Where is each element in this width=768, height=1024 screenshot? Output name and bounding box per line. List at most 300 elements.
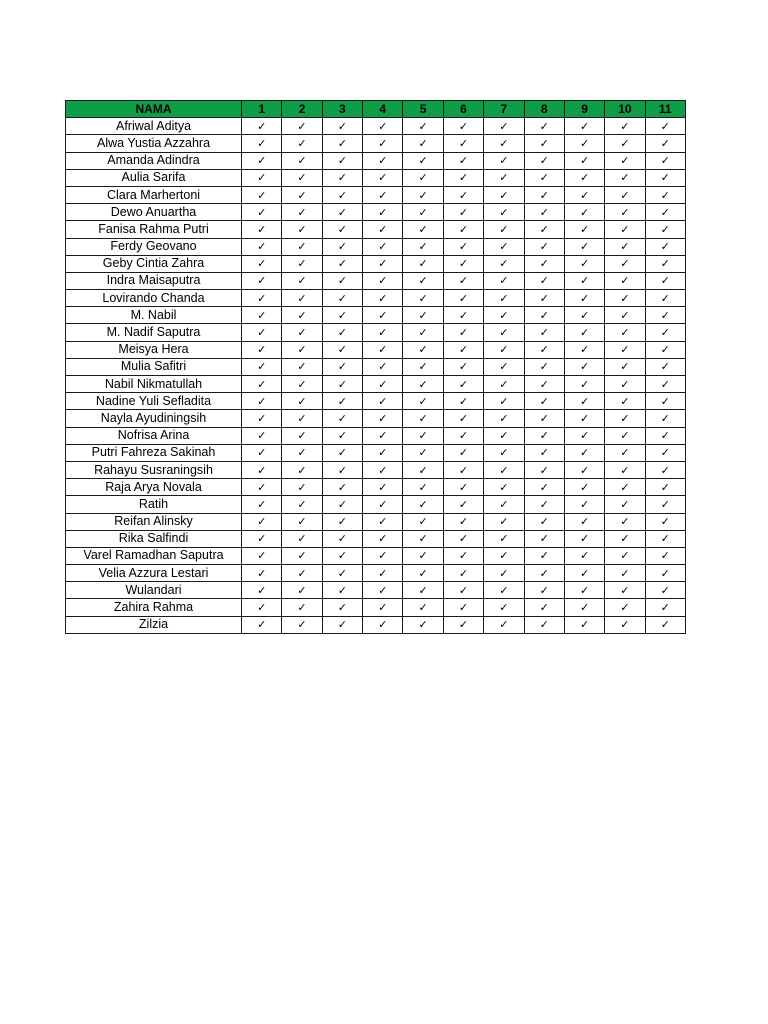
attendance-cell[interactable] bbox=[605, 358, 645, 375]
attendance-cell[interactable] bbox=[564, 513, 604, 530]
attendance-cell[interactable] bbox=[605, 479, 645, 496]
attendance-cell[interactable] bbox=[363, 307, 403, 324]
attendance-cell[interactable] bbox=[403, 118, 443, 135]
attendance-cell[interactable] bbox=[282, 444, 322, 461]
attendance-cell[interactable] bbox=[605, 444, 645, 461]
student-name-cell[interactable]: Indra Maisaputra bbox=[66, 272, 242, 289]
student-name-cell[interactable]: Zahira Rahma bbox=[66, 599, 242, 616]
attendance-cell[interactable] bbox=[363, 444, 403, 461]
attendance-cell[interactable] bbox=[282, 169, 322, 186]
attendance-cell[interactable] bbox=[484, 255, 524, 272]
attendance-cell[interactable] bbox=[322, 272, 362, 289]
attendance-cell[interactable] bbox=[524, 461, 564, 478]
attendance-cell[interactable] bbox=[443, 290, 483, 307]
student-name-cell[interactable]: Zilzia bbox=[66, 616, 242, 633]
day-column-header[interactable]: 11 bbox=[645, 101, 685, 118]
attendance-cell[interactable] bbox=[484, 616, 524, 633]
attendance-cell[interactable] bbox=[403, 324, 443, 341]
attendance-cell[interactable] bbox=[242, 565, 282, 582]
attendance-cell[interactable] bbox=[403, 427, 443, 444]
attendance-cell[interactable] bbox=[363, 221, 403, 238]
attendance-cell[interactable] bbox=[282, 565, 322, 582]
attendance-cell[interactable] bbox=[484, 513, 524, 530]
student-name-cell[interactable]: Nayla Ayudiningsih bbox=[66, 410, 242, 427]
attendance-cell[interactable] bbox=[403, 186, 443, 203]
attendance-cell[interactable] bbox=[645, 565, 685, 582]
day-column-header[interactable]: 9 bbox=[564, 101, 604, 118]
attendance-cell[interactable] bbox=[242, 513, 282, 530]
student-name-cell[interactable]: Mulia Safitri bbox=[66, 358, 242, 375]
attendance-cell[interactable] bbox=[403, 272, 443, 289]
attendance-cell[interactable] bbox=[443, 324, 483, 341]
attendance-cell[interactable] bbox=[524, 376, 564, 393]
attendance-cell[interactable] bbox=[242, 530, 282, 547]
attendance-cell[interactable] bbox=[282, 479, 322, 496]
attendance-cell[interactable] bbox=[524, 547, 564, 564]
attendance-cell[interactable] bbox=[363, 169, 403, 186]
attendance-cell[interactable] bbox=[242, 290, 282, 307]
attendance-cell[interactable] bbox=[403, 255, 443, 272]
attendance-cell[interactable] bbox=[564, 616, 604, 633]
student-name-cell[interactable]: M. Nadif Saputra bbox=[66, 324, 242, 341]
attendance-cell[interactable] bbox=[564, 599, 604, 616]
attendance-cell[interactable] bbox=[645, 410, 685, 427]
attendance-cell[interactable] bbox=[524, 186, 564, 203]
attendance-cell[interactable] bbox=[363, 496, 403, 513]
attendance-cell[interactable] bbox=[645, 513, 685, 530]
student-name-cell[interactable]: Velia Azzura Lestari bbox=[66, 565, 242, 582]
attendance-cell[interactable] bbox=[282, 547, 322, 564]
student-name-cell[interactable]: Rika Salfindi bbox=[66, 530, 242, 547]
attendance-cell[interactable] bbox=[363, 358, 403, 375]
attendance-cell[interactable] bbox=[524, 307, 564, 324]
attendance-cell[interactable] bbox=[564, 221, 604, 238]
attendance-cell[interactable] bbox=[605, 393, 645, 410]
attendance-cell[interactable] bbox=[403, 307, 443, 324]
attendance-cell[interactable] bbox=[484, 358, 524, 375]
attendance-cell[interactable] bbox=[242, 444, 282, 461]
attendance-cell[interactable] bbox=[322, 616, 362, 633]
attendance-cell[interactable] bbox=[605, 461, 645, 478]
attendance-cell[interactable] bbox=[645, 135, 685, 152]
attendance-cell[interactable] bbox=[363, 616, 403, 633]
attendance-cell[interactable] bbox=[524, 204, 564, 221]
attendance-cell[interactable] bbox=[443, 307, 483, 324]
attendance-cell[interactable] bbox=[564, 341, 604, 358]
attendance-cell[interactable] bbox=[282, 427, 322, 444]
attendance-cell[interactable] bbox=[484, 238, 524, 255]
attendance-cell[interactable] bbox=[524, 135, 564, 152]
attendance-cell[interactable] bbox=[363, 204, 403, 221]
attendance-cell[interactable] bbox=[282, 496, 322, 513]
student-name-cell[interactable]: Dewo Anuartha bbox=[66, 204, 242, 221]
attendance-cell[interactable] bbox=[645, 599, 685, 616]
attendance-cell[interactable] bbox=[524, 255, 564, 272]
student-name-cell[interactable]: Wulandari bbox=[66, 582, 242, 599]
attendance-cell[interactable] bbox=[363, 513, 403, 530]
attendance-cell[interactable] bbox=[524, 358, 564, 375]
attendance-cell[interactable] bbox=[645, 479, 685, 496]
attendance-cell[interactable] bbox=[363, 427, 403, 444]
attendance-cell[interactable] bbox=[484, 135, 524, 152]
attendance-cell[interactable] bbox=[242, 152, 282, 169]
attendance-cell[interactable] bbox=[403, 530, 443, 547]
attendance-cell[interactable] bbox=[645, 152, 685, 169]
attendance-cell[interactable] bbox=[484, 169, 524, 186]
attendance-cell[interactable] bbox=[484, 376, 524, 393]
attendance-cell[interactable] bbox=[564, 238, 604, 255]
attendance-cell[interactable] bbox=[282, 599, 322, 616]
attendance-cell[interactable] bbox=[282, 376, 322, 393]
attendance-cell[interactable] bbox=[524, 341, 564, 358]
attendance-cell[interactable] bbox=[484, 341, 524, 358]
attendance-cell[interactable] bbox=[282, 513, 322, 530]
attendance-cell[interactable] bbox=[282, 324, 322, 341]
attendance-cell[interactable] bbox=[524, 324, 564, 341]
attendance-cell[interactable] bbox=[645, 341, 685, 358]
attendance-cell[interactable] bbox=[322, 582, 362, 599]
attendance-cell[interactable] bbox=[484, 186, 524, 203]
attendance-cell[interactable] bbox=[645, 582, 685, 599]
attendance-cell[interactable] bbox=[403, 238, 443, 255]
attendance-cell[interactable] bbox=[605, 169, 645, 186]
attendance-cell[interactable] bbox=[322, 290, 362, 307]
attendance-cell[interactable] bbox=[564, 307, 604, 324]
student-name-cell[interactable]: Fanisa Rahma Putri bbox=[66, 221, 242, 238]
student-name-cell[interactable]: Nabil Nikmatullah bbox=[66, 376, 242, 393]
attendance-cell[interactable] bbox=[242, 410, 282, 427]
attendance-cell[interactable] bbox=[564, 255, 604, 272]
attendance-cell[interactable] bbox=[403, 376, 443, 393]
attendance-cell[interactable] bbox=[564, 358, 604, 375]
attendance-cell[interactable] bbox=[322, 513, 362, 530]
attendance-cell[interactable] bbox=[484, 444, 524, 461]
attendance-cell[interactable] bbox=[645, 393, 685, 410]
attendance-cell[interactable] bbox=[443, 186, 483, 203]
attendance-cell[interactable] bbox=[282, 152, 322, 169]
attendance-cell[interactable] bbox=[242, 118, 282, 135]
student-name-cell[interactable]: Nofrisa Arina bbox=[66, 427, 242, 444]
attendance-cell[interactable] bbox=[645, 290, 685, 307]
day-column-header[interactable]: 2 bbox=[282, 101, 322, 118]
day-column-header[interactable]: 8 bbox=[524, 101, 564, 118]
student-name-cell[interactable]: Ratih bbox=[66, 496, 242, 513]
attendance-cell[interactable] bbox=[322, 307, 362, 324]
attendance-cell[interactable] bbox=[443, 479, 483, 496]
student-name-cell[interactable]: Geby Cintia Zahra bbox=[66, 255, 242, 272]
attendance-cell[interactable] bbox=[443, 513, 483, 530]
attendance-cell[interactable] bbox=[403, 496, 443, 513]
attendance-cell[interactable] bbox=[605, 547, 645, 564]
attendance-cell[interactable] bbox=[645, 169, 685, 186]
attendance-cell[interactable] bbox=[242, 324, 282, 341]
attendance-cell[interactable] bbox=[282, 186, 322, 203]
attendance-cell[interactable] bbox=[484, 221, 524, 238]
attendance-cell[interactable] bbox=[645, 376, 685, 393]
attendance-cell[interactable] bbox=[322, 376, 362, 393]
attendance-cell[interactable] bbox=[524, 152, 564, 169]
attendance-cell[interactable] bbox=[363, 530, 403, 547]
day-column-header[interactable]: 3 bbox=[322, 101, 362, 118]
student-name-cell[interactable]: Putri Fahreza Sakinah bbox=[66, 444, 242, 461]
attendance-cell[interactable] bbox=[605, 118, 645, 135]
attendance-cell[interactable] bbox=[484, 290, 524, 307]
day-column-header[interactable]: 10 bbox=[605, 101, 645, 118]
attendance-cell[interactable] bbox=[443, 444, 483, 461]
attendance-cell[interactable] bbox=[403, 135, 443, 152]
attendance-cell[interactable] bbox=[363, 290, 403, 307]
day-column-header[interactable]: 6 bbox=[443, 101, 483, 118]
day-column-header[interactable]: 7 bbox=[484, 101, 524, 118]
attendance-cell[interactable] bbox=[403, 444, 443, 461]
attendance-cell[interactable] bbox=[443, 358, 483, 375]
attendance-cell[interactable] bbox=[564, 427, 604, 444]
attendance-cell[interactable] bbox=[443, 427, 483, 444]
attendance-cell[interactable] bbox=[484, 547, 524, 564]
day-column-header[interactable]: 5 bbox=[403, 101, 443, 118]
attendance-cell[interactable] bbox=[282, 221, 322, 238]
day-column-header[interactable]: 4 bbox=[363, 101, 403, 118]
attendance-cell[interactable] bbox=[524, 410, 564, 427]
attendance-cell[interactable] bbox=[564, 118, 604, 135]
attendance-cell[interactable] bbox=[524, 479, 564, 496]
attendance-cell[interactable] bbox=[645, 324, 685, 341]
student-name-cell[interactable]: Amanda Adindra bbox=[66, 152, 242, 169]
student-name-cell[interactable]: Meisya Hera bbox=[66, 341, 242, 358]
attendance-cell[interactable] bbox=[282, 616, 322, 633]
attendance-cell[interactable] bbox=[282, 341, 322, 358]
attendance-cell[interactable] bbox=[363, 324, 403, 341]
attendance-cell[interactable] bbox=[403, 410, 443, 427]
attendance-cell[interactable] bbox=[403, 152, 443, 169]
attendance-cell[interactable] bbox=[605, 272, 645, 289]
attendance-cell[interactable] bbox=[443, 118, 483, 135]
attendance-cell[interactable] bbox=[403, 513, 443, 530]
attendance-cell[interactable] bbox=[645, 255, 685, 272]
attendance-cell[interactable] bbox=[403, 204, 443, 221]
attendance-cell[interactable] bbox=[443, 238, 483, 255]
attendance-cell[interactable] bbox=[242, 427, 282, 444]
attendance-cell[interactable] bbox=[564, 530, 604, 547]
attendance-cell[interactable] bbox=[524, 118, 564, 135]
attendance-cell[interactable] bbox=[524, 616, 564, 633]
attendance-cell[interactable] bbox=[524, 444, 564, 461]
attendance-cell[interactable] bbox=[484, 496, 524, 513]
attendance-cell[interactable] bbox=[524, 238, 564, 255]
attendance-cell[interactable] bbox=[322, 547, 362, 564]
attendance-cell[interactable] bbox=[564, 204, 604, 221]
attendance-cell[interactable] bbox=[605, 324, 645, 341]
attendance-cell[interactable] bbox=[605, 565, 645, 582]
attendance-cell[interactable] bbox=[605, 513, 645, 530]
attendance-cell[interactable] bbox=[403, 547, 443, 564]
attendance-cell[interactable] bbox=[564, 186, 604, 203]
attendance-cell[interactable] bbox=[242, 358, 282, 375]
attendance-cell[interactable] bbox=[403, 461, 443, 478]
attendance-cell[interactable] bbox=[443, 582, 483, 599]
attendance-cell[interactable] bbox=[605, 427, 645, 444]
attendance-cell[interactable] bbox=[242, 221, 282, 238]
attendance-cell[interactable] bbox=[605, 204, 645, 221]
attendance-cell[interactable] bbox=[605, 410, 645, 427]
attendance-cell[interactable] bbox=[403, 479, 443, 496]
attendance-cell[interactable] bbox=[564, 290, 604, 307]
attendance-cell[interactable] bbox=[605, 341, 645, 358]
attendance-cell[interactable] bbox=[524, 290, 564, 307]
attendance-cell[interactable] bbox=[443, 616, 483, 633]
attendance-cell[interactable] bbox=[524, 496, 564, 513]
attendance-cell[interactable] bbox=[564, 393, 604, 410]
student-name-cell[interactable]: Clara Marhertoni bbox=[66, 186, 242, 203]
attendance-cell[interactable] bbox=[484, 393, 524, 410]
attendance-cell[interactable] bbox=[564, 169, 604, 186]
attendance-cell[interactable] bbox=[605, 135, 645, 152]
attendance-cell[interactable] bbox=[242, 272, 282, 289]
student-name-cell[interactable]: Ferdy Geovano bbox=[66, 238, 242, 255]
attendance-cell[interactable] bbox=[443, 376, 483, 393]
attendance-cell[interactable] bbox=[564, 582, 604, 599]
attendance-cell[interactable] bbox=[242, 307, 282, 324]
attendance-cell[interactable] bbox=[403, 290, 443, 307]
attendance-cell[interactable] bbox=[363, 152, 403, 169]
attendance-cell[interactable] bbox=[443, 393, 483, 410]
attendance-cell[interactable] bbox=[484, 565, 524, 582]
attendance-cell[interactable] bbox=[282, 135, 322, 152]
attendance-cell[interactable] bbox=[443, 599, 483, 616]
attendance-cell[interactable] bbox=[484, 530, 524, 547]
attendance-cell[interactable] bbox=[282, 118, 322, 135]
attendance-cell[interactable] bbox=[242, 135, 282, 152]
attendance-cell[interactable] bbox=[282, 582, 322, 599]
attendance-cell[interactable] bbox=[242, 255, 282, 272]
attendance-cell[interactable] bbox=[645, 238, 685, 255]
attendance-cell[interactable] bbox=[645, 461, 685, 478]
attendance-cell[interactable] bbox=[443, 530, 483, 547]
student-name-cell[interactable]: Raja Arya Novala bbox=[66, 479, 242, 496]
attendance-cell[interactable] bbox=[564, 376, 604, 393]
attendance-cell[interactable] bbox=[363, 341, 403, 358]
attendance-cell[interactable] bbox=[322, 461, 362, 478]
attendance-cell[interactable] bbox=[443, 272, 483, 289]
attendance-cell[interactable] bbox=[443, 221, 483, 238]
attendance-cell[interactable] bbox=[645, 118, 685, 135]
attendance-cell[interactable] bbox=[242, 599, 282, 616]
attendance-cell[interactable] bbox=[242, 496, 282, 513]
student-name-cell[interactable]: Lovirando Chanda bbox=[66, 290, 242, 307]
attendance-cell[interactable] bbox=[282, 290, 322, 307]
attendance-cell[interactable] bbox=[363, 479, 403, 496]
attendance-cell[interactable] bbox=[242, 204, 282, 221]
attendance-cell[interactable] bbox=[564, 496, 604, 513]
attendance-cell[interactable] bbox=[363, 255, 403, 272]
student-name-cell[interactable]: Varel Ramadhan Saputra bbox=[66, 547, 242, 564]
attendance-cell[interactable] bbox=[443, 341, 483, 358]
attendance-cell[interactable] bbox=[242, 479, 282, 496]
attendance-cell[interactable] bbox=[443, 135, 483, 152]
attendance-cell[interactable] bbox=[524, 272, 564, 289]
attendance-cell[interactable] bbox=[484, 272, 524, 289]
attendance-cell[interactable] bbox=[403, 358, 443, 375]
attendance-cell[interactable] bbox=[242, 169, 282, 186]
attendance-cell[interactable] bbox=[242, 616, 282, 633]
attendance-cell[interactable] bbox=[605, 599, 645, 616]
attendance-cell[interactable] bbox=[605, 152, 645, 169]
attendance-cell[interactable] bbox=[322, 341, 362, 358]
attendance-cell[interactable] bbox=[443, 255, 483, 272]
attendance-cell[interactable] bbox=[443, 152, 483, 169]
attendance-cell[interactable] bbox=[282, 358, 322, 375]
attendance-cell[interactable] bbox=[282, 393, 322, 410]
attendance-cell[interactable] bbox=[403, 565, 443, 582]
attendance-cell[interactable] bbox=[403, 221, 443, 238]
attendance-cell[interactable] bbox=[363, 376, 403, 393]
attendance-cell[interactable] bbox=[443, 547, 483, 564]
attendance-cell[interactable] bbox=[605, 238, 645, 255]
attendance-cell[interactable] bbox=[322, 152, 362, 169]
attendance-cell[interactable] bbox=[363, 582, 403, 599]
attendance-cell[interactable] bbox=[484, 410, 524, 427]
attendance-cell[interactable] bbox=[363, 410, 403, 427]
attendance-cell[interactable] bbox=[524, 221, 564, 238]
attendance-cell[interactable] bbox=[484, 307, 524, 324]
attendance-cell[interactable] bbox=[524, 393, 564, 410]
attendance-cell[interactable] bbox=[564, 272, 604, 289]
attendance-cell[interactable] bbox=[363, 599, 403, 616]
attendance-cell[interactable] bbox=[605, 530, 645, 547]
attendance-cell[interactable] bbox=[484, 582, 524, 599]
attendance-cell[interactable] bbox=[443, 496, 483, 513]
attendance-cell[interactable] bbox=[484, 324, 524, 341]
attendance-cell[interactable] bbox=[564, 461, 604, 478]
attendance-cell[interactable] bbox=[322, 324, 362, 341]
attendance-cell[interactable] bbox=[645, 444, 685, 461]
attendance-cell[interactable] bbox=[484, 152, 524, 169]
attendance-cell[interactable] bbox=[645, 427, 685, 444]
name-column-header[interactable]: NAMA bbox=[66, 101, 242, 118]
attendance-cell[interactable] bbox=[242, 582, 282, 599]
attendance-cell[interactable] bbox=[645, 204, 685, 221]
attendance-cell[interactable] bbox=[363, 135, 403, 152]
attendance-cell[interactable] bbox=[363, 565, 403, 582]
student-name-cell[interactable]: Reifan Alinsky bbox=[66, 513, 242, 530]
attendance-cell[interactable] bbox=[484, 118, 524, 135]
attendance-cell[interactable] bbox=[322, 135, 362, 152]
attendance-cell[interactable] bbox=[564, 410, 604, 427]
attendance-cell[interactable] bbox=[322, 204, 362, 221]
attendance-cell[interactable] bbox=[282, 255, 322, 272]
attendance-cell[interactable] bbox=[322, 427, 362, 444]
attendance-cell[interactable] bbox=[322, 479, 362, 496]
attendance-cell[interactable] bbox=[645, 616, 685, 633]
attendance-cell[interactable] bbox=[322, 410, 362, 427]
attendance-cell[interactable] bbox=[403, 616, 443, 633]
attendance-cell[interactable] bbox=[645, 496, 685, 513]
attendance-cell[interactable] bbox=[645, 272, 685, 289]
attendance-cell[interactable] bbox=[242, 186, 282, 203]
attendance-cell[interactable] bbox=[322, 444, 362, 461]
student-name-cell[interactable]: Rahayu Susraningsih bbox=[66, 461, 242, 478]
attendance-cell[interactable] bbox=[524, 582, 564, 599]
attendance-cell[interactable] bbox=[242, 238, 282, 255]
attendance-cell[interactable] bbox=[564, 152, 604, 169]
attendance-cell[interactable] bbox=[484, 599, 524, 616]
attendance-cell[interactable] bbox=[524, 513, 564, 530]
attendance-cell[interactable] bbox=[645, 547, 685, 564]
attendance-cell[interactable] bbox=[443, 204, 483, 221]
attendance-cell[interactable] bbox=[605, 221, 645, 238]
attendance-cell[interactable] bbox=[524, 530, 564, 547]
attendance-cell[interactable] bbox=[363, 186, 403, 203]
